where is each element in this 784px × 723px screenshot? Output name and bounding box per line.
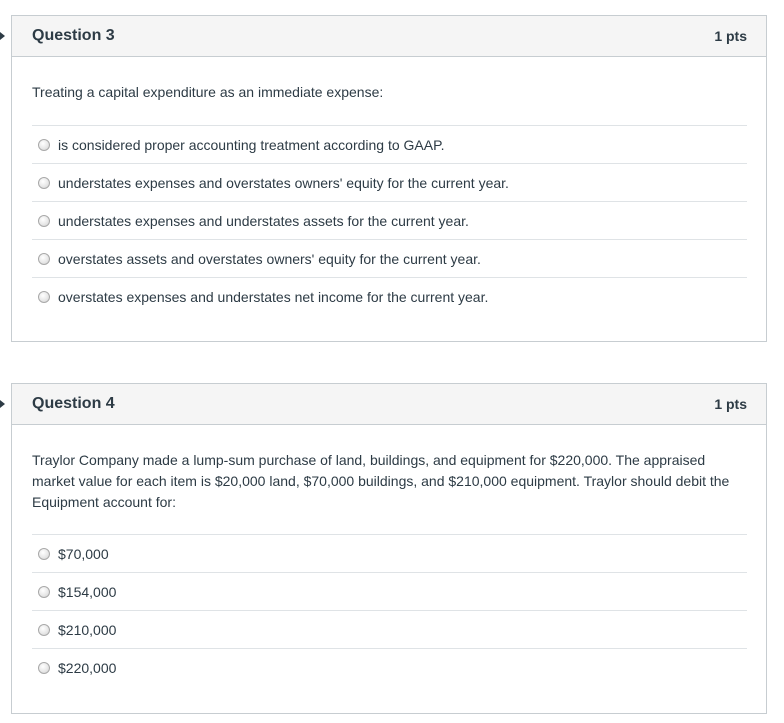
question-3-body xyxy=(12,82,766,316)
answer-label: overstates expenses and understates net income for the current year. xyxy=(58,289,489,305)
question-3-title: Question 3 xyxy=(32,27,115,44)
question-4-answer-1[interactable] xyxy=(32,535,747,573)
question-4-marker-icon xyxy=(0,400,5,408)
answer-label: $220,000 xyxy=(58,660,117,676)
question-4-header xyxy=(12,384,766,425)
radio-button-icon[interactable] xyxy=(38,215,50,227)
radio-button-icon[interactable] xyxy=(38,624,50,636)
radio-button-icon[interactable] xyxy=(38,662,50,674)
question-4-text: Traylor Company made a lump-sum purchase of land, buildings, and equipment for $220,000. The appraised market value for each item is $20,000 land, $70,000 buildings, and $210,000 equipment. Traylor should debit the Equipment account for: xyxy=(32,452,730,510)
radio-button-icon[interactable] xyxy=(38,548,50,560)
answer-label: $154,000 xyxy=(58,583,117,600)
question-4-answer-4[interactable] xyxy=(32,649,747,687)
answer-label: overstates assets and overstates owners' equity for the current year. xyxy=(58,250,481,267)
question-4-points: 1 pts xyxy=(714,396,747,412)
question-4-answer-2[interactable] xyxy=(32,573,747,611)
question-4-card xyxy=(11,383,767,714)
question-3-answer-4[interactable] xyxy=(32,240,747,278)
question-3-answer-2[interactable] xyxy=(32,164,747,202)
question-3-header xyxy=(12,16,766,57)
question-3-marker-icon xyxy=(0,32,5,40)
answer-label: $210,000 xyxy=(58,621,117,638)
question-4-title: Question 4 xyxy=(32,395,115,412)
answer-label: understates expenses and overstates owners' equity for the current year. xyxy=(58,174,509,191)
question-3-points: 1 pts xyxy=(714,28,747,44)
radio-button-icon[interactable] xyxy=(38,253,50,265)
radio-button-icon[interactable] xyxy=(38,291,50,303)
question-4-body xyxy=(12,450,766,687)
answer-label: $70,000 xyxy=(58,545,109,562)
question-4-answer-3[interactable] xyxy=(32,611,747,649)
radio-button-icon[interactable] xyxy=(38,139,50,151)
question-3-answer-5[interactable] xyxy=(32,278,747,316)
answer-label: understates expenses and understates assets for the current year. xyxy=(58,212,469,229)
question-3-answers xyxy=(32,125,747,316)
question-3-answer-3[interactable] xyxy=(32,202,747,240)
answer-label: is considered proper accounting treatment according to GAAP. xyxy=(58,136,445,153)
question-4-answers xyxy=(32,534,747,687)
radio-button-icon[interactable] xyxy=(38,586,50,598)
radio-button-icon[interactable] xyxy=(38,177,50,189)
question-3-text: Treating a capital expenditure as an immediate expense: xyxy=(32,84,384,100)
question-3-card xyxy=(11,15,767,342)
question-3-answer-1[interactable] xyxy=(32,126,747,164)
